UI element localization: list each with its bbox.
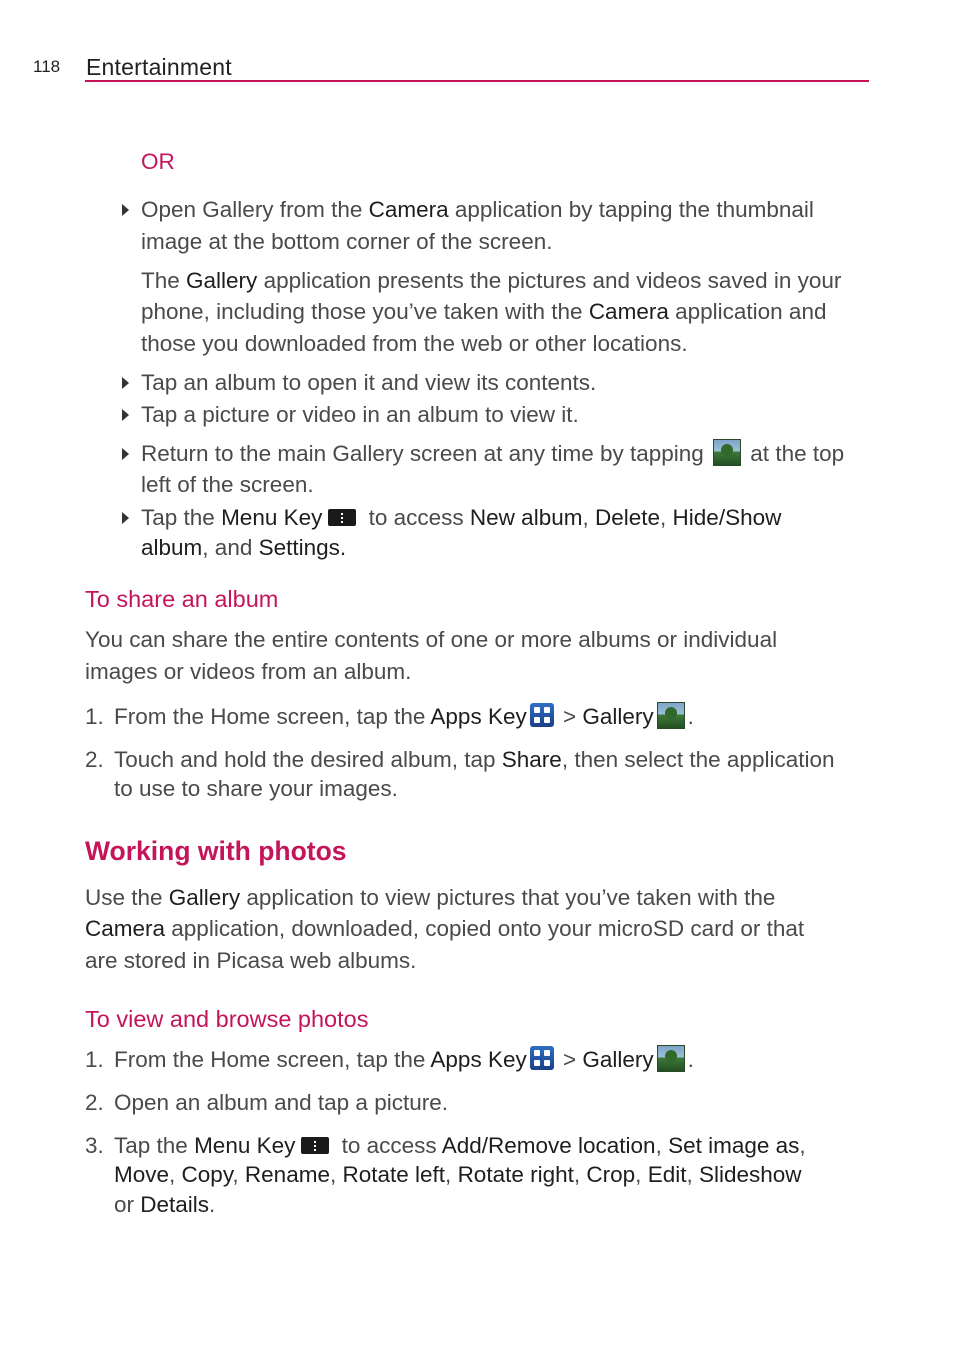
working-with-photos-heading: Working with photos bbox=[85, 836, 347, 866]
rotate-right-term: Rotate right bbox=[457, 1162, 574, 1187]
add-remove-location-term: Add/Remove location bbox=[441, 1133, 656, 1158]
apps-key-term: Apps Key bbox=[430, 704, 527, 729]
camera-term: Camera bbox=[368, 197, 449, 222]
set-image-as-term: Set image as bbox=[668, 1133, 800, 1158]
bullet-marker bbox=[122, 409, 129, 421]
bullet-open-gallery-line1 bbox=[141, 194, 814, 226]
gallery-term: Gallery bbox=[186, 268, 258, 293]
text: application and bbox=[668, 299, 827, 324]
share-step-2-line1 bbox=[114, 744, 835, 776]
text: , bbox=[635, 1162, 648, 1187]
gallery-description-line1 bbox=[141, 265, 841, 297]
text: > bbox=[556, 704, 583, 729]
text: to access bbox=[362, 505, 470, 530]
photos-intro-line3: are stored in Picasa web albums. bbox=[85, 948, 417, 973]
gallery-description-line2 bbox=[141, 296, 826, 328]
bullet-menu-key-line2 bbox=[141, 532, 346, 564]
section-title: Entertainment bbox=[86, 54, 232, 80]
share-intro-line1: You can share the entire contents of one or more albums or individual bbox=[85, 627, 778, 652]
text: , bbox=[799, 1133, 806, 1158]
gallery-term: Gallery bbox=[168, 885, 241, 910]
browse-step-3-line2 bbox=[114, 1159, 802, 1191]
gallery-term: Gallery bbox=[582, 704, 654, 729]
text: Return to the main Gallery screen at any time by tapping bbox=[141, 441, 711, 466]
browse-photos-heading: To view and browse photos bbox=[85, 1006, 369, 1032]
menu-key-icon bbox=[328, 509, 356, 526]
step-number: 1. bbox=[85, 1047, 104, 1072]
bullet-return-gallery-line1 bbox=[141, 438, 844, 470]
rename-term: Rename bbox=[244, 1162, 330, 1187]
text: application, downloaded, copied onto your microSD card or that bbox=[165, 916, 805, 941]
text: The bbox=[141, 268, 187, 293]
browse-step-1 bbox=[114, 1044, 694, 1076]
apps-key-icon bbox=[530, 1046, 554, 1070]
text: From the Home screen, tap the bbox=[114, 1047, 431, 1072]
share-step-2-line2: to use to share your images. bbox=[114, 776, 398, 801]
gallery-description-line3: those you downloaded from the web or other locations. bbox=[141, 331, 688, 356]
copy-term: Copy bbox=[181, 1162, 233, 1187]
text: Open Gallery from the bbox=[141, 197, 369, 222]
text: application presents the pictures and videos saved in your bbox=[257, 268, 842, 293]
album-term: album bbox=[141, 535, 203, 560]
gallery-icon bbox=[657, 702, 685, 729]
bullet-marker bbox=[122, 204, 129, 216]
browse-step-3-line3 bbox=[114, 1189, 215, 1221]
step-number: 1. bbox=[85, 704, 104, 729]
browse-step-2: Open an album and tap a picture. bbox=[114, 1090, 448, 1115]
header-divider bbox=[85, 80, 869, 82]
delete-term: Delete bbox=[594, 505, 661, 530]
photos-intro-line2 bbox=[85, 913, 804, 945]
text: , then select the application bbox=[561, 747, 835, 772]
rotate-left-term: Rotate left bbox=[342, 1162, 446, 1187]
text: , bbox=[686, 1162, 699, 1187]
apps-key-term: Apps Key bbox=[430, 1047, 527, 1072]
camera-term: Camera bbox=[85, 916, 166, 941]
text: Touch and hold the desired album, tap bbox=[114, 747, 502, 772]
text: From the Home screen, tap the bbox=[114, 704, 431, 729]
text: , and bbox=[202, 535, 259, 560]
bullet-tap-picture: Tap a picture or video in an album to view it. bbox=[141, 402, 579, 427]
bullet-tap-album: Tap an album to open it and view its contents. bbox=[141, 370, 597, 395]
text: , bbox=[582, 505, 595, 530]
page-number: 118 bbox=[33, 57, 61, 76]
share-intro-line2: images or videos from an album. bbox=[85, 659, 412, 684]
gallery-icon bbox=[657, 1045, 685, 1072]
step-number: 2. bbox=[85, 747, 104, 772]
text: , bbox=[573, 1162, 587, 1187]
crop-term: Crop bbox=[586, 1162, 636, 1187]
step-number: 2. bbox=[85, 1090, 104, 1115]
edit-term: Edit bbox=[647, 1162, 687, 1187]
text: application by tapping the thumbnail bbox=[448, 197, 814, 222]
text: Tap the bbox=[114, 1133, 195, 1158]
bullet-menu-key-line1 bbox=[141, 502, 781, 534]
gallery-icon bbox=[713, 439, 741, 466]
text: , bbox=[655, 1133, 669, 1158]
menu-key-icon bbox=[301, 1137, 329, 1154]
bullet-marker bbox=[122, 512, 129, 524]
details-term: Details bbox=[140, 1192, 210, 1217]
share-album-heading: To share an album bbox=[85, 586, 279, 612]
text: application to view pictures that you’ve taken with the bbox=[240, 885, 776, 910]
photos-intro-line1 bbox=[85, 882, 775, 914]
step-number: 3. bbox=[85, 1133, 104, 1158]
text: , bbox=[329, 1162, 343, 1187]
text: . bbox=[687, 704, 694, 729]
text: , bbox=[445, 1162, 458, 1187]
share-term: Share bbox=[501, 747, 562, 772]
text: . bbox=[687, 1047, 694, 1072]
bullet-open-gallery-line2: image at the bottom corner of the screen. bbox=[141, 229, 553, 254]
or-label: OR bbox=[141, 149, 175, 174]
menu-key-term: Menu Key bbox=[221, 505, 323, 530]
text: , bbox=[232, 1162, 245, 1187]
camera-term: Camera bbox=[588, 299, 669, 324]
gallery-term: Gallery bbox=[582, 1047, 654, 1072]
share-step-1 bbox=[114, 701, 694, 733]
text: phone, including those you’ve taken with the bbox=[141, 299, 589, 324]
slideshow-term: Slideshow bbox=[698, 1162, 802, 1187]
text: > bbox=[556, 1047, 583, 1072]
bullet-marker bbox=[122, 377, 129, 389]
bullet-marker bbox=[122, 448, 129, 460]
text: , bbox=[660, 505, 673, 530]
hide-show-term: Hide/Show bbox=[672, 505, 782, 530]
text: . bbox=[209, 1192, 216, 1217]
move-term: Move bbox=[114, 1162, 170, 1187]
text: at the top bbox=[744, 441, 845, 466]
text: to access bbox=[335, 1133, 442, 1158]
text: , bbox=[169, 1162, 182, 1187]
text: Use the bbox=[85, 885, 169, 910]
settings-term: Settings. bbox=[258, 535, 347, 560]
apps-key-icon bbox=[530, 703, 554, 727]
bullet-return-gallery-line2: left of the screen. bbox=[141, 472, 314, 497]
new-album-term: New album bbox=[469, 505, 583, 530]
menu-key-term: Menu Key bbox=[194, 1133, 296, 1158]
text: or bbox=[114, 1192, 141, 1217]
text: Tap the bbox=[141, 505, 222, 530]
browse-step-3-line1 bbox=[114, 1130, 806, 1162]
